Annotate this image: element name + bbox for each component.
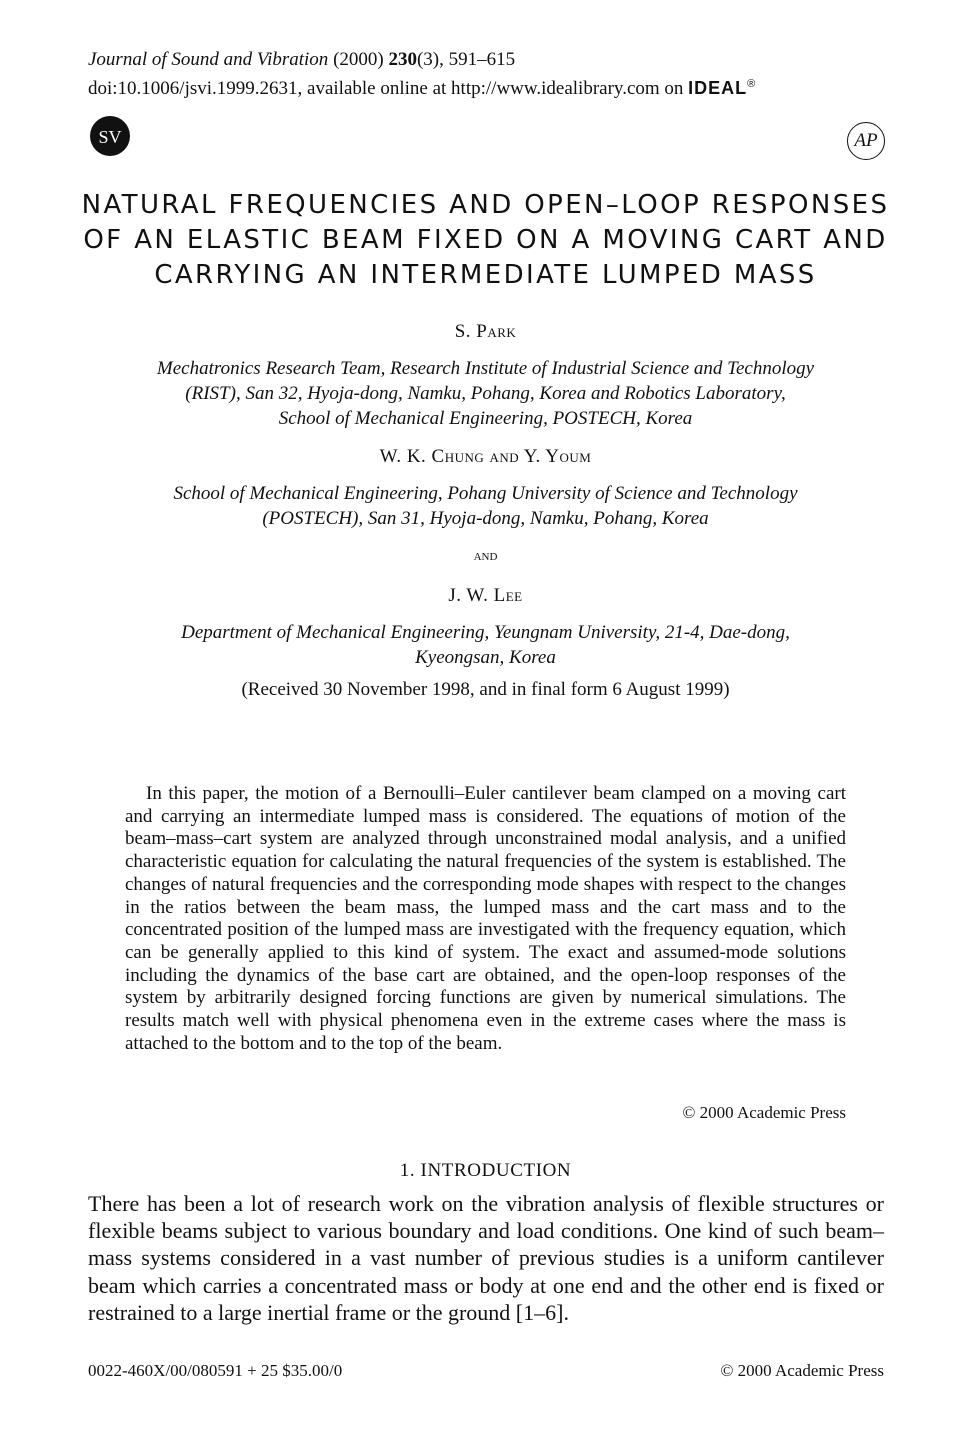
paper-title	[60, 188, 911, 293]
title-line: CARRYING AN INTERMEDIATE LUMPED MASS	[154, 260, 817, 290]
doi-line	[88, 72, 756, 101]
author-affiliation	[60, 620, 911, 670]
affiliation-line: Mechatronics Research Team, Research Institute of Industrial Science and Technology	[156, 358, 815, 379]
author-name: S. Park	[454, 321, 517, 342]
received-dates: (Received 30 November 1998, and in final form 6 August 1999)	[241, 679, 730, 700]
sv-logo-icon: SV	[90, 116, 130, 156]
doi-text: doi:10.1006/jsvi.1999.2631, available online at http://www.idealibrary.com on	[88, 78, 684, 99]
ideal-reg-mark: ®	[747, 78, 757, 90]
abstract: In this paper, the motion of a Bernoulli–Euler cantilever beam clamped on a moving cart and carrying an intermediate lumped mass is considered. The equations of motion of the beam–mass–cart system are analyzed through unconstrained modal analysis, and a unified characteristic equation for calculating the natural frequencies of the system is established. The changes of natural frequencies and the corresponding mode shapes with respect to the changes in the ratios between the beam mass, the lumped mass and the cart mass and to the concentrated position of the lumped mass are investigated with the frequency equation, which can be generally applied to this kind of system. The exact and assumed-mode solutions including the dynamics of the base cart are obtained, and the open-loop responses of the system by arbitrarily designed forcing functions are given by numerical simulations. The results match well with physical phenomena even in the extreme cases where the mass is attached to the bottom and to the top of the beam.	[125, 783, 846, 1054]
author-separator: and	[473, 547, 498, 564]
affiliation-line: School of Mechanical Engineering, POSTECH, Korea	[278, 408, 693, 429]
journal-citation	[88, 48, 515, 72]
author-affiliation	[60, 481, 911, 531]
footer-copyright: © 2000 Academic Press	[720, 1361, 884, 1380]
affiliation-line: Kyeongsan, Korea	[415, 647, 556, 668]
author-name: J. W. Lee	[448, 585, 523, 606]
journal-name: Journal of Sound and Vibration	[88, 49, 329, 70]
ap-logo-icon: AP	[847, 122, 885, 160]
title-line: OF AN ELASTIC BEAM FIXED ON A MOVING CART AND	[83, 225, 888, 255]
author-name: W. K. Chung and Y. Youm	[379, 446, 592, 467]
section-heading: 1. INTRODUCTION	[399, 1160, 572, 1181]
affiliation-line: Department of Mechanical Engineering, Yeungnam University, 21-4, Dae-dong,	[181, 622, 790, 643]
affiliation-line: School of Mechanical Engineering, Pohang University of Science and Technology	[173, 483, 798, 504]
ideal-logo	[688, 72, 756, 100]
affiliation-line: (POSTECH), San 31, Hyoja-dong, Namku, Pohang, Korea	[262, 508, 709, 529]
affiliation-line: (RIST), San 32, Hyoja-dong, Namku, Pohang, Korea and Robotics Laboratory,	[185, 383, 786, 404]
footer-code: 0022-460X/00/080591 + 25 $35.00/0	[88, 1361, 343, 1380]
body-paragraph: There has been a lot of research work on the vibration analysis of flexible structures or flexible beams subject to various boundary and load conditions. One kind of such beam–mass systems considered in a vast number of previous studies is a uniform cantilever beam which carries a concentrated mass or body at one end and the other end is fixed or restrained to a large inertial frame or the ground [1–6].	[88, 1191, 884, 1325]
title-line: NATURAL FREQUENCIES AND OPEN–LOOP RESPONSES	[81, 190, 890, 220]
journal-year: (2000)	[328, 49, 389, 70]
journal-volume: 230	[388, 49, 417, 70]
abstract-copyright: © 2000 Academic Press	[682, 1103, 846, 1122]
journal-pages: (3), 591–615	[416, 49, 516, 70]
author-affiliation	[60, 356, 911, 431]
ideal-logo-text: IDEAL	[688, 78, 748, 98]
